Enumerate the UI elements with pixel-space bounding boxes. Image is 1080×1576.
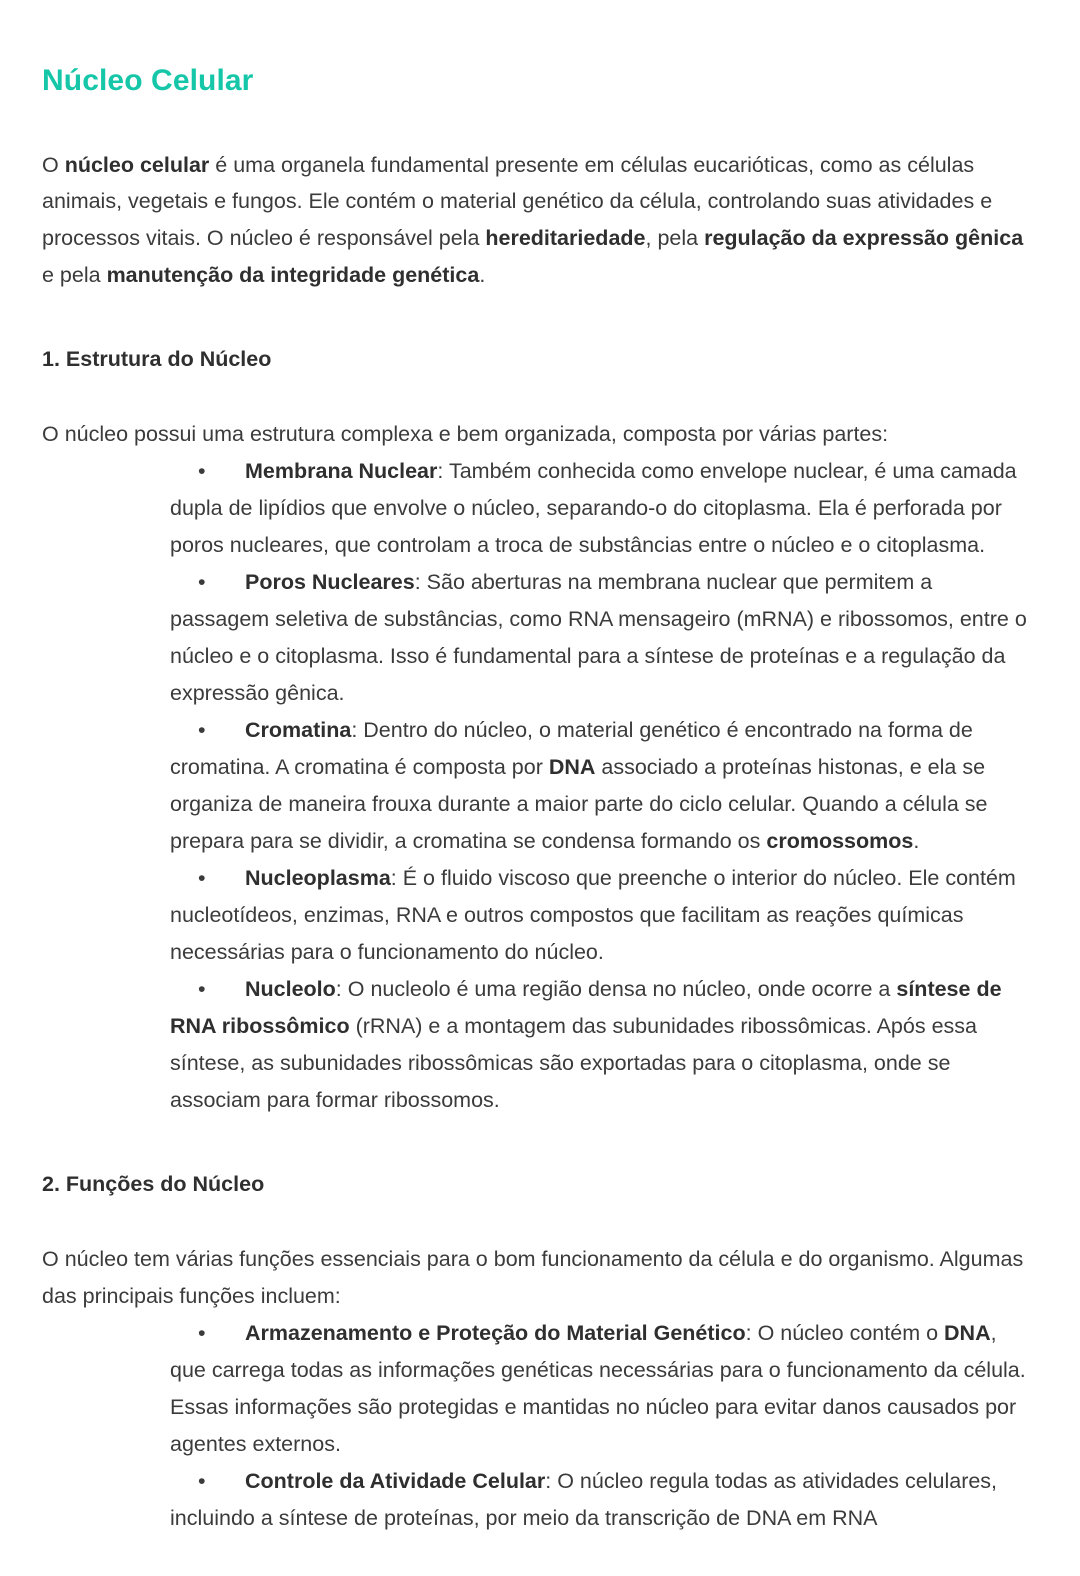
- section-1-lead: O núcleo possui uma estrutura complexa e bem organizada, composta por várias partes:: [42, 422, 889, 447]
- bullet-icon: •: [198, 976, 206, 1001]
- list-item: [42, 712, 1035, 860]
- list-item: [42, 453, 1035, 564]
- bullet-icon: •: [198, 1468, 206, 1493]
- bullet-icon: •: [198, 1320, 206, 1345]
- list-item-text: Membrana Nuclear: Também conhecida como envelope nuclear, é uma camada dupla de lipídios que envolve o núcleo, separando-o do citoplasma. Ela é perforada por poros nucleares, que controlam a troca de substâncias entre o núcleo e o citoplasma.: [170, 459, 1017, 558]
- list-item-text: Armazenamento e Proteção do Material Genético: O núcleo contém o DNA, que carrega todas as informações genéticas necessárias para o funcionamento da célula. Essas informações são protegidas e mantidas no núcleo para evitar danos causados por agentes externos.: [170, 1320, 1026, 1456]
- list-item: [42, 1315, 1035, 1463]
- bullet-icon: •: [198, 865, 206, 890]
- structure-bullet-list: [42, 453, 1035, 1118]
- list-item: [42, 860, 1035, 971]
- page-title: Núcleo Celular: [42, 64, 254, 97]
- bullet-icon: •: [198, 459, 206, 484]
- section-2-lead: O núcleo tem várias funções essenciais para o bom funcionamento da célula e do organismo. Algumas das principais funções incluem:: [42, 1246, 1024, 1308]
- functions-bullet-list: [42, 1315, 1035, 1537]
- bullet-icon: •: [198, 570, 206, 595]
- section-heading-2: 2. Funções do Núcleo: [42, 1171, 265, 1196]
- spacer: [42, 1203, 1035, 1241]
- list-item: [42, 971, 1035, 1119]
- spacer: [42, 294, 1035, 341]
- spacer: [42, 378, 1035, 416]
- list-item-text: Poros Nucleares: São aberturas na membrana nuclear que permitem a passagem seletiva de substâncias, como RNA mensageiro (mRNA) e ribossomos, entre o núcleo e o citoplasma. Isso é fundamental para a síntese de proteínas e a regulação da expressão gênica.: [170, 570, 1027, 706]
- list-item-text: Cromatina: Dentro do núcleo, o material genético é encontrado na forma de cromatina. A cromatina é composta por DNA associado a proteínas histonas, e ela se organiza de maneira frouxa durante a maior parte do ciclo celular. Quando a célula se prepara para se dividir, a cromatina se condensa formando os cromossomos.: [170, 718, 988, 853]
- bullet-icon: •: [198, 718, 206, 743]
- list-item-text: Nucleoplasma: É o fluido viscoso que preenche o interior do núcleo. Ele contém nucleotídeos, enzimas, RNA e outros compostos que facilitam as reações químicas necessárias para o funcionamento do núcleo.: [170, 865, 1016, 964]
- list-item-text: Controle da Atividade Celular: O núcleo regula todas as atividades celulares, incluindo a síntese de proteínas, por meio da transcrição de DNA em RNA: [170, 1468, 998, 1530]
- section-heading-1: 1. Estrutura do Núcleo: [42, 347, 272, 372]
- list-item-text: Nucleolo: O nucleolo é uma região densa no núcleo, onde ocorre a síntese de RNA ribossômico (rRNA) e a montagem das subunidades ribossômicas. Após essa síntese, as subunidades ribossômicas são exportadas para o citoplasma, onde se associam para formar ribossomos.: [170, 976, 1002, 1112]
- list-item: [42, 564, 1035, 712]
- list-item: [42, 1463, 1035, 1537]
- spacer: [42, 1119, 1035, 1166]
- intro-paragraph: O núcleo celular é uma organela fundamental presente em células eucarióticas, como as células animais, vegetais e fungos. Ele contém o material genético da célula, controlando suas atividades e processos vitais. O núcleo é responsável pela hereditariedade, pela regulação da expressão gênica e pela manutenção da integridade genética.: [42, 152, 1024, 288]
